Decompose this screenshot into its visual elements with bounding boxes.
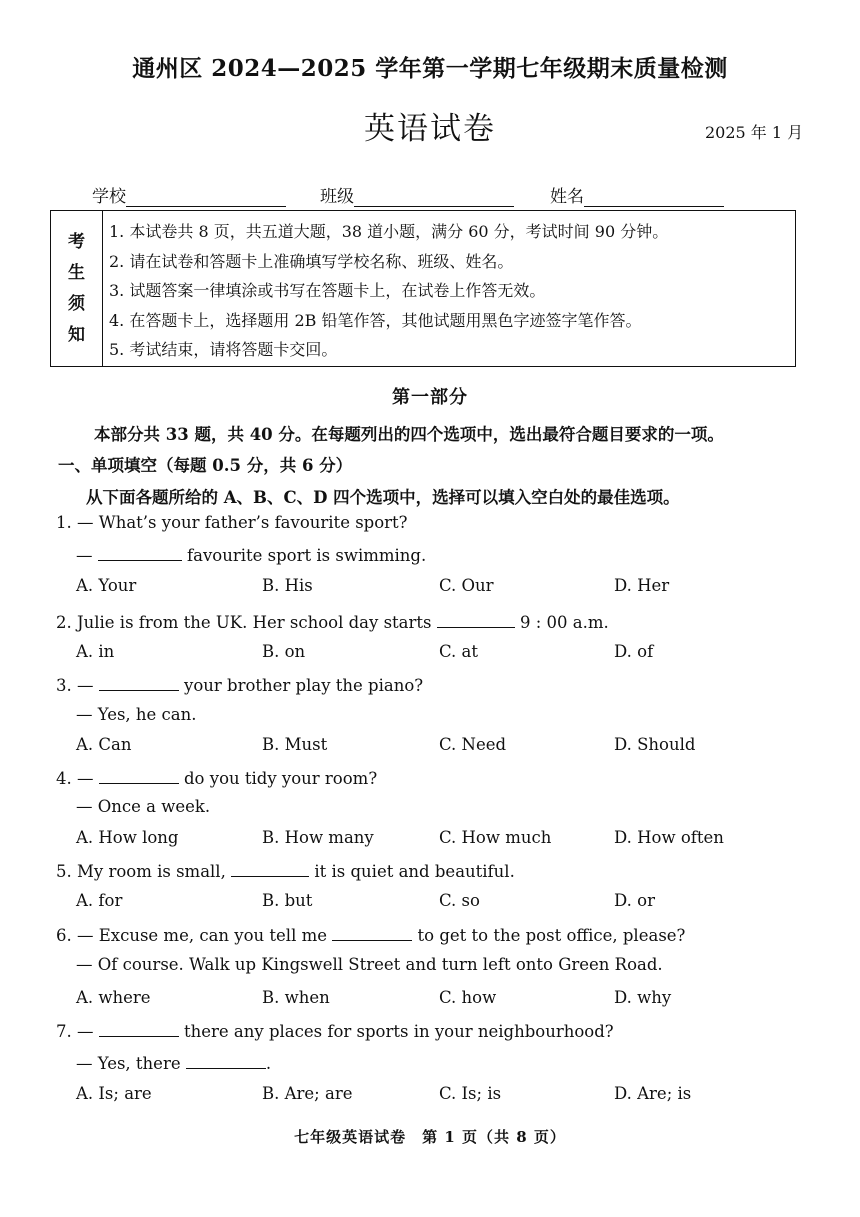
section-title: 一、单项填空（每题 0.5 分，共 6 分） [58, 456, 353, 475]
part-intro: 本部分共 33 题，共 40 分。在每题列出的四个选项中，选出最符合题目要求的一项。 [94, 425, 724, 444]
candidate-notice-box [50, 210, 796, 367]
notice-item: 3. 试题答案一律填涂或书写在答题卡上，在试卷上作答无效。 [109, 281, 546, 300]
notice-item: 1. 本试卷共 8 页，共五道大题，38 道小题，满分 60 分，考试时间 90 分钟。 [109, 222, 669, 241]
question-5-prompt: 5. My room is small, it is quiet and beautiful. [56, 862, 515, 881]
school-label: 学校 [92, 187, 126, 207]
question-5-option-c[interactable]: C. so [439, 891, 480, 910]
question-3-reply: — Yes, he can. [76, 705, 197, 724]
name-blank[interactable] [584, 188, 724, 207]
question-3-option-b[interactable]: B. Must [262, 735, 328, 754]
question-6-prompt: 6. — Excuse me, can you tell me to get to the post office, please? [56, 926, 686, 945]
answer-blank[interactable] [231, 860, 309, 877]
question-7-option-a[interactable]: A. Is; are [76, 1084, 152, 1103]
question-4-option-b[interactable]: B. How many [262, 828, 374, 847]
class-field [320, 182, 514, 207]
question-5-option-b[interactable]: B. but [262, 891, 313, 910]
question-1-reply: — favourite sport is swimming. [76, 546, 427, 565]
question-5-option-a[interactable]: A. for [76, 891, 123, 910]
question-7-prompt: 7. — there any places for sports in your neighbourhood? [56, 1022, 614, 1041]
answer-blank[interactable] [186, 1052, 266, 1069]
class-blank[interactable] [354, 188, 514, 207]
question-6-option-c[interactable]: C. how [439, 988, 497, 1007]
question-2-option-c[interactable]: C. at [439, 642, 478, 661]
class-label: 班级 [320, 187, 354, 207]
question-4-reply: — Once a week. [76, 797, 211, 816]
question-1-prompt: 1. — What’s your father’s favourite sport? [56, 513, 408, 532]
exam-title: 通州区 2024—2025 学年第一学期七年级期末质量检测 [132, 55, 728, 82]
answer-blank[interactable] [332, 924, 412, 941]
question-3-option-c[interactable]: C. Need [439, 735, 507, 754]
question-6-option-d[interactable]: D. why [614, 988, 672, 1007]
section-instruction: 从下面各题所给的 A、B、C、D 四个选项中，选择可以填入空白处的最佳选项。 [86, 488, 680, 507]
notice-item: 2. 请在试卷和答题卡上准确填写学校名称、班级、姓名。 [109, 251, 514, 271]
question-3-option-d[interactable]: D. Should [614, 735, 696, 754]
question-6-option-b[interactable]: B. when [262, 988, 330, 1007]
question-5-option-d[interactable]: D. or [614, 891, 655, 910]
question-1-option-b[interactable]: B. His [262, 576, 313, 595]
question-4-option-a[interactable]: A. How long [76, 828, 179, 847]
notice-item: 4. 在答题卡上，选择题用 2B 铅笔作答，其他试题用黑色字迹签字笔作答。 [109, 310, 642, 330]
page-footer: 七年级英语试卷 第 1 页（共 8 页） [294, 1128, 566, 1146]
question-2-option-a[interactable]: A. in [76, 642, 115, 661]
exam-subtitle: 英语试卷 [364, 111, 496, 147]
name-label: 姓名 [550, 187, 584, 207]
school-field [92, 182, 286, 207]
part-title: 第一部分 [392, 387, 468, 408]
question-1-option-d[interactable]: D. Her [614, 576, 670, 595]
notice-label: 考 生 须 知 [51, 211, 103, 366]
question-2-option-b[interactable]: B. on [262, 642, 306, 661]
answer-blank[interactable] [437, 611, 515, 628]
question-7-reply: — Yes, there . [76, 1054, 272, 1073]
answer-blank[interactable] [99, 674, 179, 691]
question-7-option-b[interactable]: B. Are; are [262, 1084, 353, 1103]
name-field [550, 182, 724, 207]
question-1-option-c[interactable]: C. Our [439, 576, 494, 595]
question-2-option-d[interactable]: D. of [614, 642, 654, 661]
question-6-option-a[interactable]: A. where [76, 988, 151, 1007]
answer-blank[interactable] [99, 1020, 179, 1037]
notice-items [109, 217, 668, 365]
question-4-prompt: 4. — do you tidy your room? [56, 769, 378, 788]
question-1-option-a[interactable]: A. Your [76, 576, 137, 595]
question-7-option-c[interactable]: C. Is; is [439, 1084, 502, 1103]
notice-item: 5. 考试结束，请将答题卡交回。 [109, 340, 338, 359]
answer-blank[interactable] [99, 767, 179, 784]
answer-blank[interactable] [98, 544, 182, 561]
question-3-prompt: 3. — your brother play the piano? [56, 676, 424, 695]
question-6-reply: — Of course. Walk up Kingswell Street and turn left onto Green Road. [76, 955, 663, 974]
question-4-option-d[interactable]: D. How often [614, 828, 724, 847]
question-4-option-c[interactable]: C. How much [439, 828, 552, 847]
school-blank[interactable] [126, 188, 286, 207]
question-2-prompt: 2. Julie is from the UK. Her school day starts 9 : 00 a.m. [56, 613, 609, 632]
exam-date: 2025 年 1 月 [705, 123, 804, 142]
question-3-option-a[interactable]: A. Can [76, 735, 132, 754]
question-7-option-d[interactable]: D. Are; is [614, 1084, 692, 1103]
